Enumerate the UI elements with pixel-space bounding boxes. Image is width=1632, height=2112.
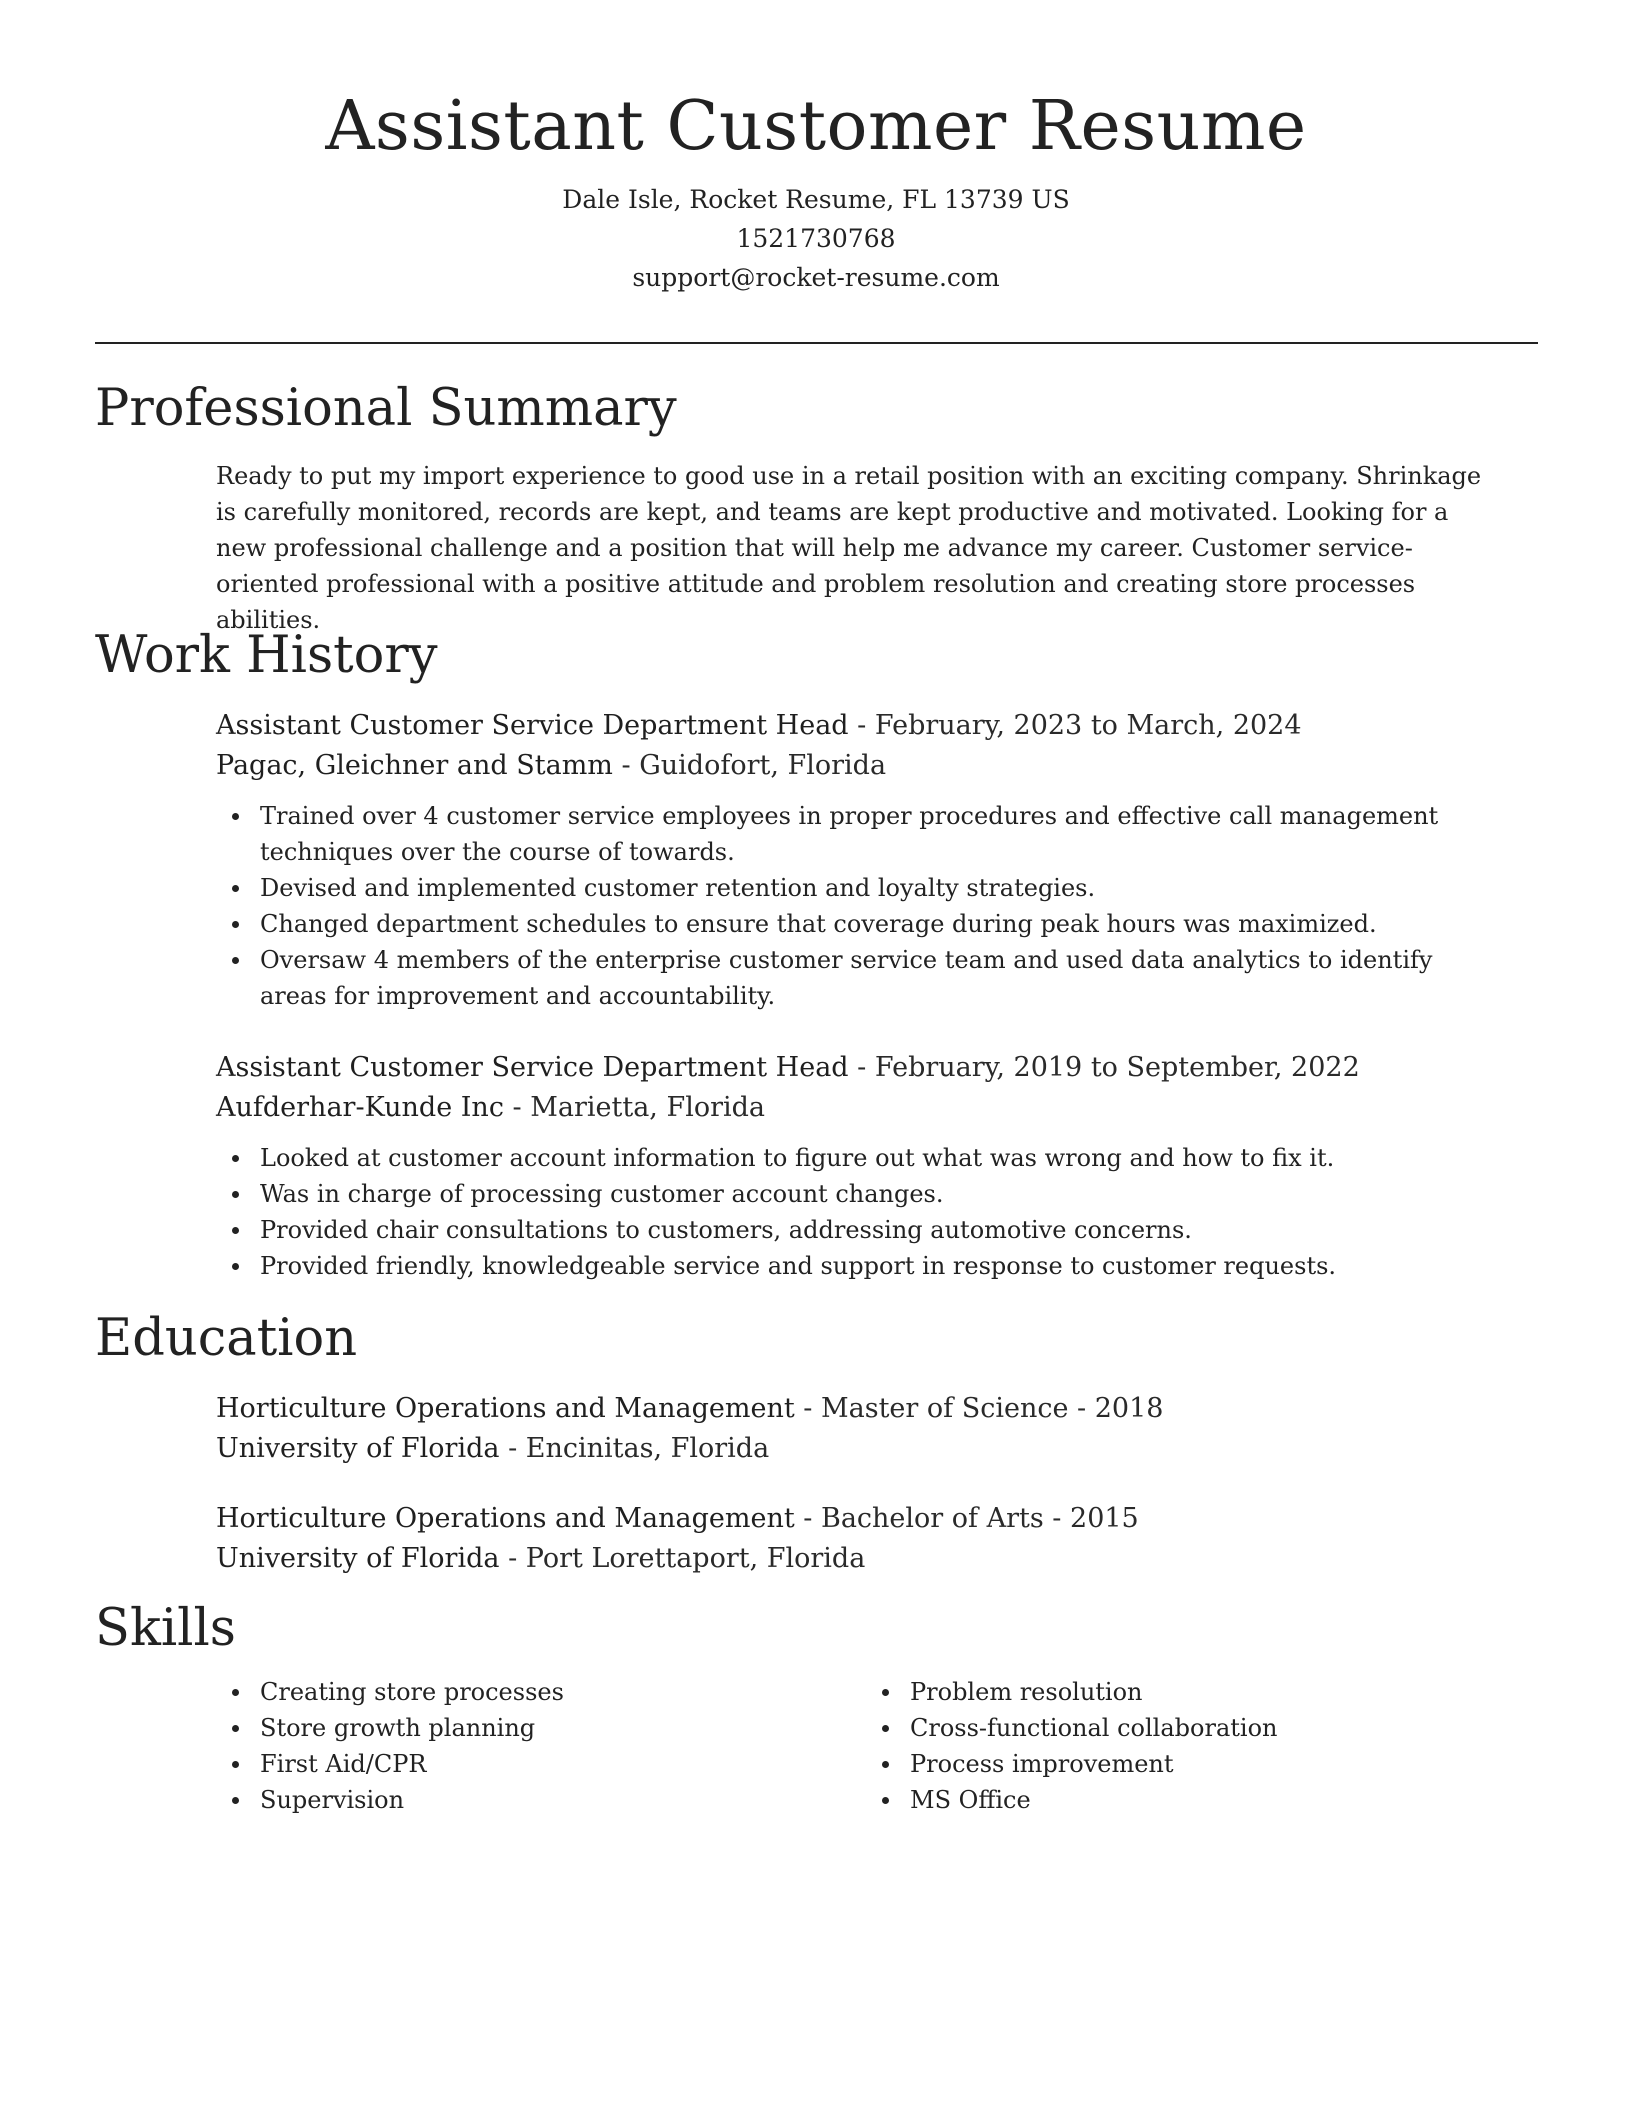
job-location: - Guidofort, Florida <box>612 750 887 781</box>
job-title: Assistant Customer Service Department Head <box>216 710 849 741</box>
education-degree: - Bachelor of Arts - 2015 <box>794 1503 1139 1534</box>
skill-item: Store growth planning <box>260 1710 776 1746</box>
section-title-skills: Skills <box>95 1599 236 1658</box>
section-title-summary: Professional Summary <box>95 379 677 438</box>
job-bullet: Looked at customer account information to figure out what was wrong and how to fix it. <box>260 1140 1506 1176</box>
education-heading <box>216 1499 1506 1539</box>
section-title-work-history: Work History <box>95 626 438 685</box>
job-bullet: Provided friendly, knowledgeable service and support in response to customer requests. <box>260 1248 1506 1284</box>
education-institution <box>216 1539 1506 1579</box>
job-dates: - February, 2023 to March, 2024 <box>848 710 1302 741</box>
skills-column-left <box>216 1674 776 1818</box>
education-heading <box>216 1389 1506 1429</box>
job-title: Assistant Customer Service Department Head <box>216 1052 849 1083</box>
education-degree: - Master of Science - 2018 <box>794 1393 1164 1424</box>
job-bullets <box>216 1140 1506 1284</box>
job-bullets <box>216 798 1506 1014</box>
education-school: University of Florida <box>216 1543 500 1574</box>
skill-item: Problem resolution <box>910 1674 1426 1710</box>
job-employer <box>216 1088 1506 1128</box>
job-entry <box>216 706 1506 1014</box>
section-title-education: Education <box>95 1309 358 1368</box>
skill-item: First Aid/CPR <box>260 1746 776 1782</box>
job-bullet: Was in charge of processing customer account changes. <box>260 1176 1506 1212</box>
skill-item: Creating store processes <box>260 1674 776 1710</box>
resume-title: Assistant Customer Resume <box>325 87 1307 166</box>
job-location: - Marietta, Florida <box>503 1092 766 1123</box>
job-dates: - February, 2019 to September, 2022 <box>848 1052 1360 1083</box>
education-school: University of Florida <box>216 1433 500 1464</box>
education-entry <box>216 1389 1506 1469</box>
skills-list <box>216 1674 776 1818</box>
resume-header <box>0 0 1632 297</box>
skill-item: Supervision <box>260 1782 776 1818</box>
job-bullet: Devised and implemented customer retention and loyalty strategies. <box>260 870 1506 906</box>
summary-text: Ready to put my import experience to good use in a retail position with an exciting company. Shrinkage is carefully monitored, records are kept, and teams are kept productive and motivated. Looking for a new professional challenge and a position that will help me advance my career. Customer service-oriented professional with a positive attitude and problem resolution and creating store processes abilities. <box>216 462 1482 634</box>
education-program: Horticulture Operations and Management <box>216 1503 795 1534</box>
skill-item: Process improvement <box>910 1746 1426 1782</box>
job-company: Aufderhar-Kunde Inc <box>216 1092 504 1123</box>
education-institution <box>216 1429 1506 1469</box>
skill-item: Cross-functional collaboration <box>910 1710 1426 1746</box>
contact-address: Dale Isle, Rocket Resume, FL 13739 US <box>562 185 1070 214</box>
summary-block <box>216 458 1506 638</box>
job-employer <box>216 746 1506 786</box>
skills-column-right <box>866 1674 1426 1818</box>
job-entry <box>216 1048 1506 1284</box>
job-bullet: Trained over 4 customer service employees in proper procedures and effective call management techniques over the course of towards. <box>260 798 1506 870</box>
education-entry <box>216 1499 1506 1579</box>
job-bullet: Provided chair consultations to customers, addressing automotive concerns. <box>260 1212 1506 1248</box>
education-location: - Port Lorettaport, Florida <box>499 1543 866 1574</box>
contact-info <box>0 180 1632 297</box>
job-heading <box>216 1048 1506 1088</box>
job-heading <box>216 706 1506 746</box>
skill-item: MS Office <box>910 1782 1426 1818</box>
skills-list <box>866 1674 1426 1818</box>
job-bullet: Changed department schedules to ensure that coverage during peak hours was maximized. <box>260 906 1506 942</box>
job-company: Pagac, Gleichner and Stamm <box>216 750 613 781</box>
education-location: - Encinitas, Florida <box>499 1433 770 1464</box>
job-bullet: Oversaw 4 members of the enterprise customer service team and used data analytics to identify areas for improvement and accountability. <box>260 942 1506 1014</box>
contact-phone: 1521730768 <box>736 224 896 253</box>
header-divider <box>95 342 1538 344</box>
contact-email: support@rocket-resume.com <box>632 263 1000 292</box>
education-program: Horticulture Operations and Management <box>216 1393 795 1424</box>
